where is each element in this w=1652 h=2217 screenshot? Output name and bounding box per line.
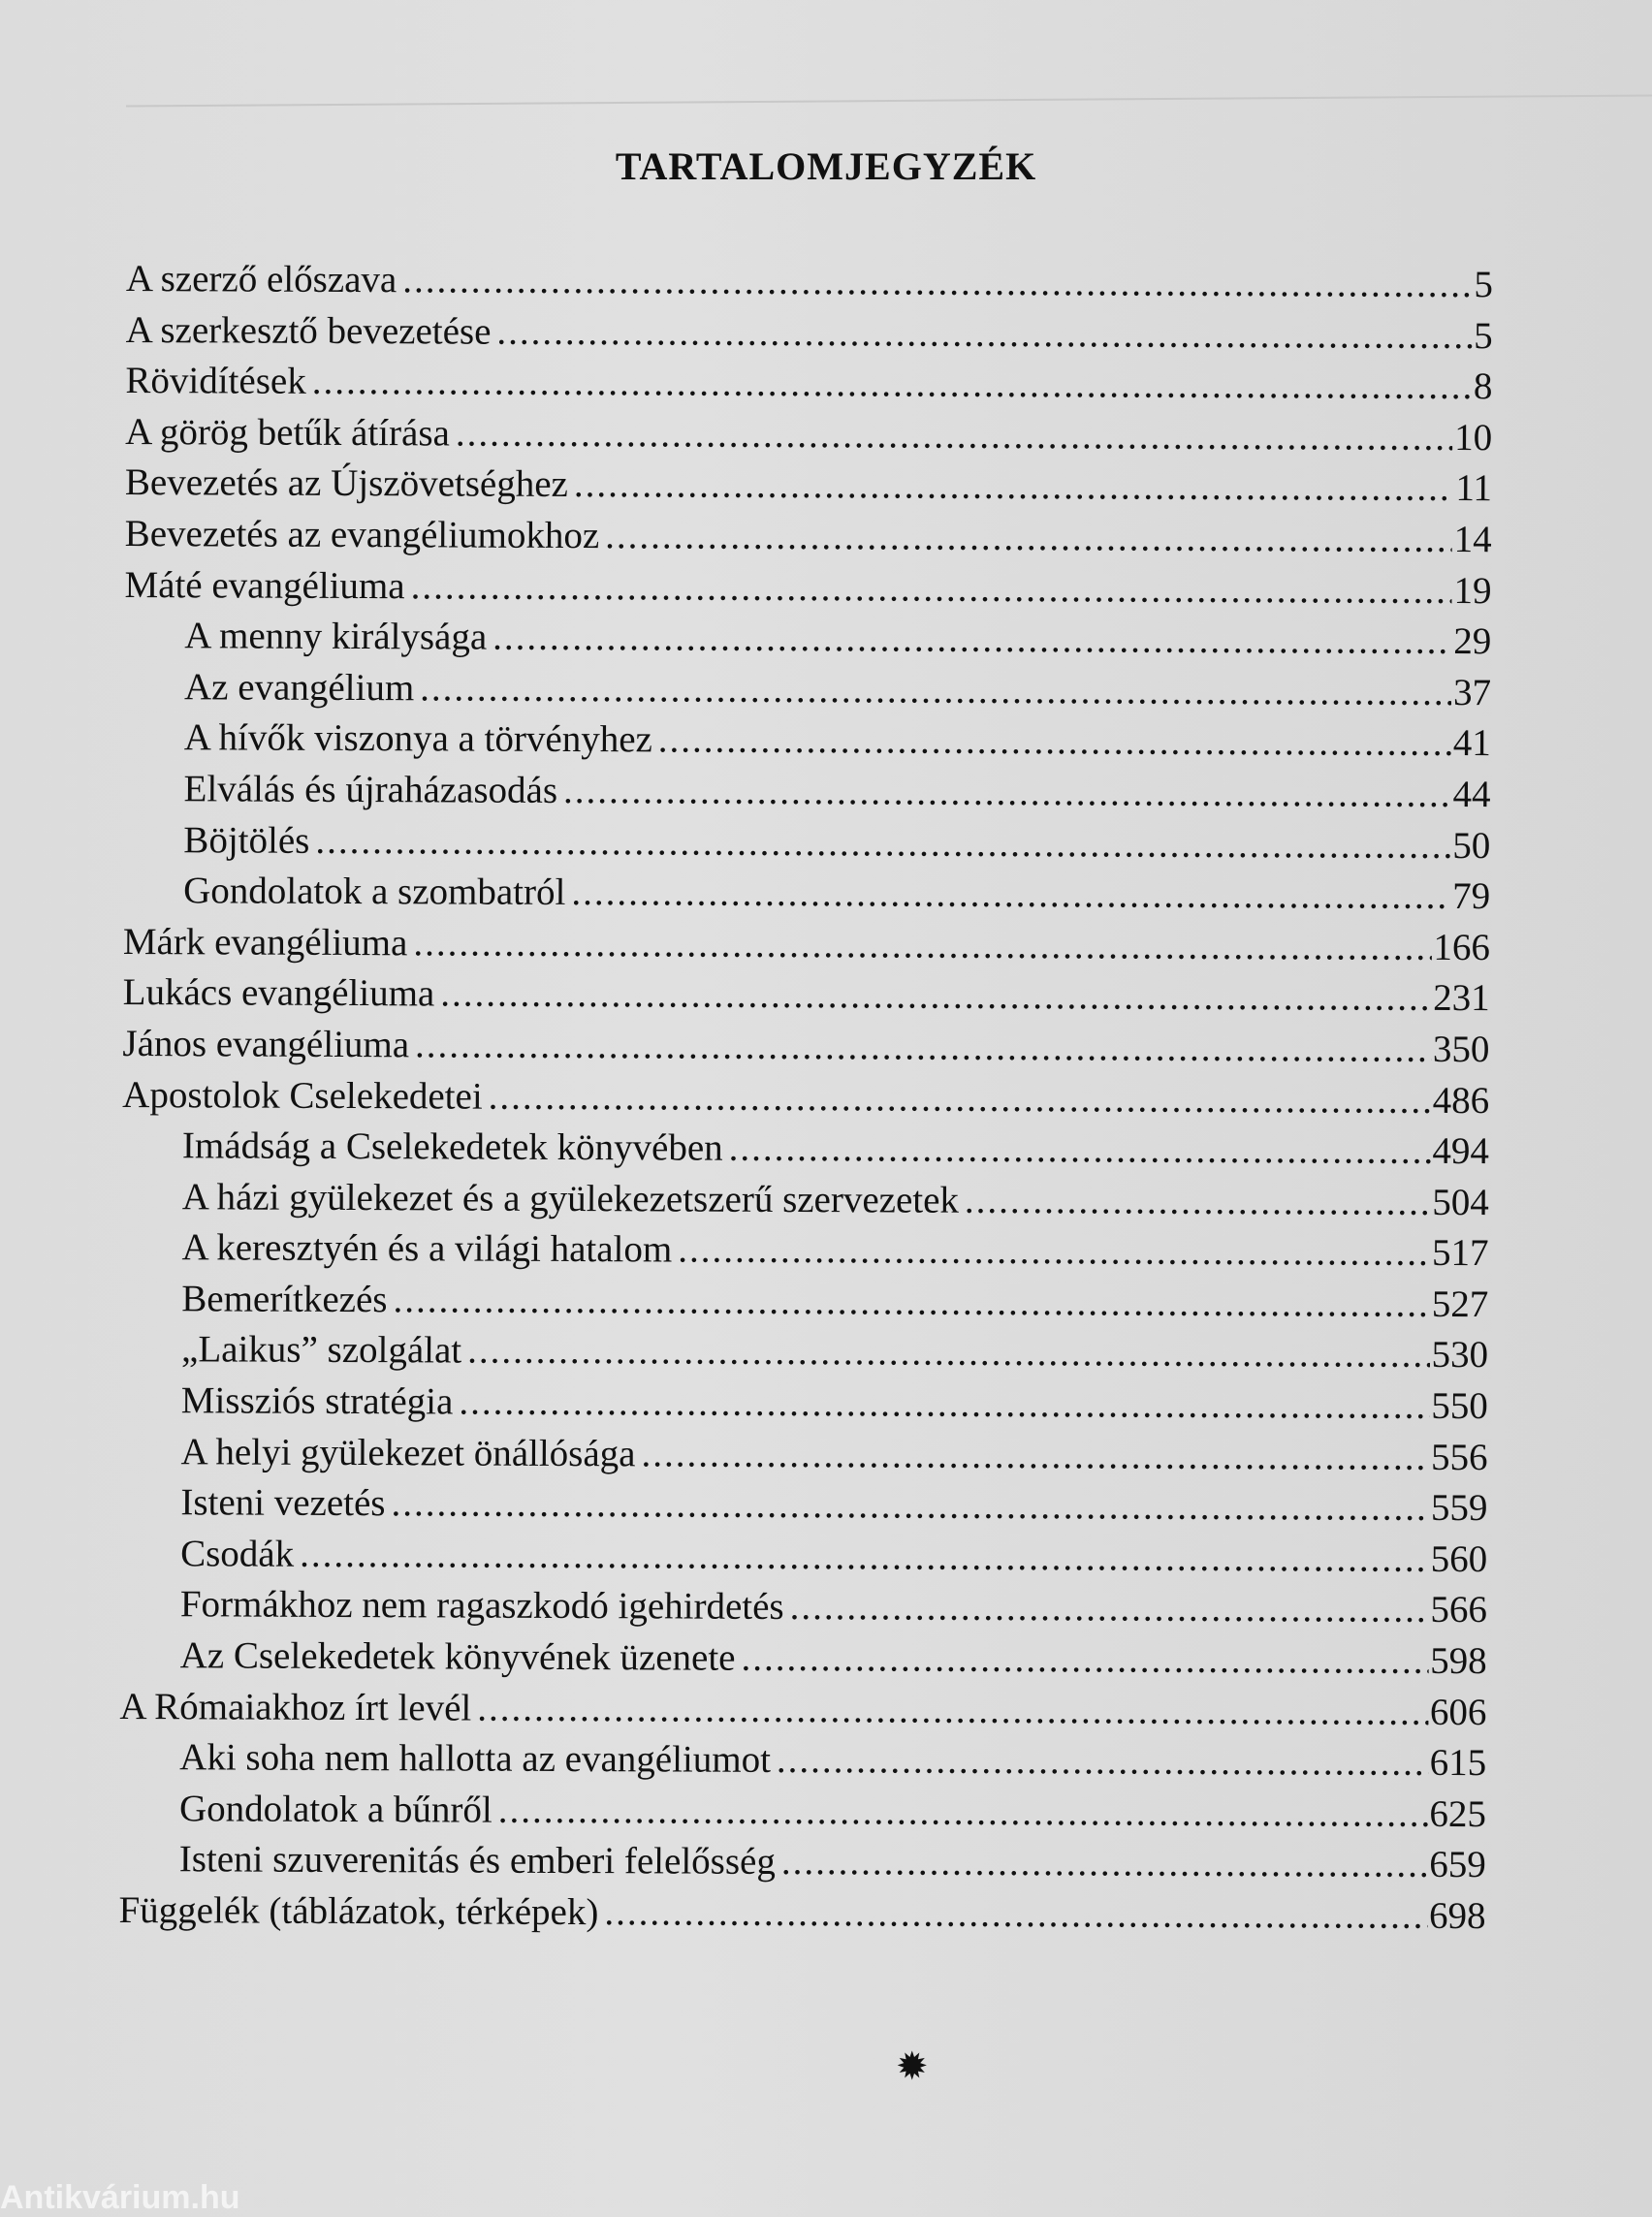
toc-entry-page: 504	[1432, 1181, 1489, 1223]
toc-entry	[125, 458, 1492, 515]
toc-entry-label: „Laikus” szolgálat	[180, 1328, 462, 1372]
toc-entry-label: A szerkesztő bevezetése	[125, 308, 492, 353]
toc-entry-label: Bevezetés az evangéliumokhoz	[124, 512, 600, 557]
toc-entry-page: 517	[1431, 1232, 1489, 1275]
toc-entry-page: 530	[1431, 1334, 1489, 1377]
toc-entry-label: Böjtölés	[183, 818, 310, 862]
toc-entry-label: Isteni vezetés	[180, 1481, 386, 1525]
dot-leader	[411, 561, 1452, 617]
toc-entry-label: A helyi gyülekezet önállósága	[180, 1430, 636, 1474]
toc-entry-label: Rövidítések	[125, 360, 306, 402]
toc-entry-page: 44	[1452, 773, 1491, 816]
toc-entry-page: 5	[1474, 314, 1493, 357]
toc-entry	[125, 356, 1492, 413]
toc-entry	[121, 1324, 1488, 1381]
toc-entry-page: 486	[1432, 1079, 1490, 1122]
dot-leader	[420, 663, 1451, 718]
dot-leader	[790, 1582, 1429, 1635]
watermark: Antikvárium.hu	[0, 2179, 240, 2216]
toc-entry-page: 19	[1453, 569, 1492, 612]
toc-entry-page: 79	[1452, 875, 1491, 918]
dot-leader	[781, 1837, 1428, 1890]
toc-entry-page: 625	[1429, 1792, 1487, 1835]
dot-leader	[300, 1530, 1429, 1585]
dot-leader	[489, 1071, 1431, 1125]
dot-leader	[413, 918, 1431, 973]
toc-entry-page: 615	[1429, 1742, 1487, 1785]
toc-entry	[119, 1784, 1486, 1841]
toc-entry	[125, 509, 1492, 566]
toc-entry-page: 550	[1431, 1384, 1488, 1428]
dot-leader	[402, 255, 1472, 310]
toc-entry-page: 606	[1429, 1691, 1487, 1733]
toc-entry-label: Gondolatok a szombatról	[183, 870, 566, 914]
toc-entry-label: Formákhoz nem ragaszkodó igehirdetés	[179, 1583, 784, 1629]
dot-leader	[496, 306, 1472, 361]
toc-entry	[124, 611, 1491, 668]
toc-entry	[121, 1376, 1488, 1433]
toc-entry-label: Missziós stratégia	[180, 1379, 454, 1423]
dot-leader	[440, 969, 1431, 1024]
toc-entry-page: 659	[1429, 1844, 1486, 1886]
table-of-contents	[118, 254, 1493, 1943]
toc-entry	[120, 1579, 1487, 1636]
toc-entry-page: 29	[1453, 620, 1492, 663]
toc-entry	[125, 407, 1492, 464]
toc-entry	[119, 1834, 1486, 1891]
toc-entry-label: Márk evangéliuma	[122, 920, 408, 964]
dot-leader	[741, 1633, 1428, 1687]
dot-leader	[777, 1735, 1428, 1789]
toc-entry	[122, 1121, 1489, 1178]
page-title: TARTALOMJEGYZÉK	[615, 144, 1037, 188]
toc-entry	[124, 560, 1491, 618]
toc-entry-page: 350	[1432, 1028, 1490, 1071]
toc-entry-label: A hívők viszonya a törvényhez	[183, 716, 652, 761]
dot-leader	[965, 1175, 1430, 1227]
toc-entry-label: Elválás és újraházasodás	[183, 768, 558, 811]
toc-entry-page: 166	[1433, 926, 1490, 968]
toc-entry-page: 556	[1431, 1436, 1488, 1478]
toc-entry-page: 598	[1430, 1639, 1487, 1683]
header-rule	[126, 95, 1652, 108]
toc-entry-page: 231	[1433, 977, 1490, 1020]
dot-leader	[678, 1225, 1430, 1279]
toc-entry	[124, 662, 1491, 719]
toc-entry	[120, 1529, 1487, 1586]
toc-entry-label: A Rómaiakhoz írt levél	[119, 1685, 472, 1729]
dot-leader	[477, 1683, 1428, 1737]
toc-entry	[119, 1732, 1486, 1789]
toc-entry-label: Gondolatok a bűnről	[178, 1788, 492, 1831]
dot-leader	[415, 1020, 1431, 1075]
dot-leader	[574, 459, 1454, 514]
toc-entry-page: 566	[1430, 1589, 1488, 1631]
toc-entry-label: Csodák	[180, 1533, 295, 1575]
ornament-star-icon: ✹	[896, 2044, 929, 2088]
toc-entry-page: 50	[1452, 824, 1491, 867]
toc-entry-page: 8	[1473, 365, 1493, 408]
toc-entry	[121, 1222, 1488, 1280]
toc-entry	[126, 254, 1493, 311]
toc-entry	[122, 1172, 1489, 1229]
toc-entry-label: A szerző előszava	[125, 257, 397, 301]
toc-entry-label: A menny királysága	[184, 615, 488, 658]
toc-entry	[123, 815, 1490, 872]
toc-entry-page: 37	[1452, 671, 1492, 713]
toc-entry-page: 11	[1455, 467, 1493, 510]
dot-leader	[315, 815, 1450, 871]
dot-leader	[456, 408, 1453, 462]
toc-entry-label: Lukács evangéliuma	[122, 971, 435, 1015]
toc-entry-label: A házi gyülekezet és a gyülekezetszerű szervezetek	[181, 1175, 960, 1221]
toc-entry-label: Az evangélium	[183, 666, 415, 710]
toc-entry	[120, 1427, 1487, 1484]
dot-leader	[563, 766, 1451, 820]
dot-leader	[498, 1786, 1428, 1840]
dot-leader	[571, 868, 1450, 922]
toc-entry	[120, 1477, 1487, 1535]
toc-entry-label: Bevezetés az Újszövetséghez	[124, 461, 568, 506]
toc-entry-page: 41	[1452, 722, 1491, 765]
dot-leader	[641, 1429, 1429, 1483]
toc-entry	[118, 1885, 1485, 1943]
toc-entry	[126, 305, 1493, 363]
dot-leader	[492, 613, 1451, 667]
toc-entry-page: 560	[1430, 1537, 1488, 1580]
toc-entry-label: Isteni szuverenitás és emberi felelősség	[178, 1838, 776, 1884]
dot-leader	[605, 511, 1452, 565]
toc-entry-label: Máté evangéliuma	[124, 563, 405, 607]
toc-entry-label: Imádság a Cselekedetek könyvében	[181, 1124, 723, 1169]
toc-entry-label: Apostolok Cselekedetei	[122, 1073, 483, 1118]
toc-entry-label: Aki soha nem hallotta az evangéliumot	[179, 1736, 772, 1782]
toc-entry-label: Az Cselekedetek könyvének üzenete	[179, 1634, 736, 1679]
toc-entry-page: 14	[1453, 518, 1492, 561]
toc-entry-page: 527	[1431, 1283, 1489, 1326]
toc-entry	[121, 1274, 1488, 1331]
toc-entry	[119, 1682, 1486, 1739]
dot-leader	[658, 715, 1451, 770]
toc-entry-page: 10	[1454, 416, 1493, 459]
dot-leader	[312, 357, 1472, 412]
toc-entry	[123, 917, 1490, 974]
dot-leader	[604, 1887, 1427, 1942]
toc-entry-label: A keresztyén és a világi hatalom	[181, 1226, 673, 1271]
toc-entry	[123, 764, 1490, 821]
dot-leader	[393, 1275, 1429, 1330]
toc-entry-page: 698	[1428, 1894, 1486, 1938]
toc-entry	[122, 1019, 1489, 1076]
toc-entry-page: 494	[1432, 1129, 1490, 1173]
toc-entry-page: 5	[1474, 264, 1493, 306]
toc-entry	[123, 866, 1490, 923]
dot-leader	[729, 1124, 1431, 1177]
toc-entry	[124, 713, 1491, 770]
toc-entry-page: 559	[1430, 1487, 1488, 1530]
toc-entry-label: Bemerítkezés	[181, 1278, 388, 1321]
toc-entry	[123, 967, 1490, 1025]
dot-leader	[459, 1378, 1429, 1432]
toc-entry-label: A görög betűk átírása	[125, 410, 450, 455]
dot-leader	[391, 1478, 1429, 1534]
dot-leader	[467, 1326, 1430, 1380]
toc-entry	[120, 1631, 1487, 1688]
toc-entry-label: Függelék (táblázatok, térképek)	[118, 1888, 599, 1934]
toc-entry	[122, 1069, 1489, 1126]
toc-entry-label: János evangéliuma	[122, 1022, 410, 1066]
